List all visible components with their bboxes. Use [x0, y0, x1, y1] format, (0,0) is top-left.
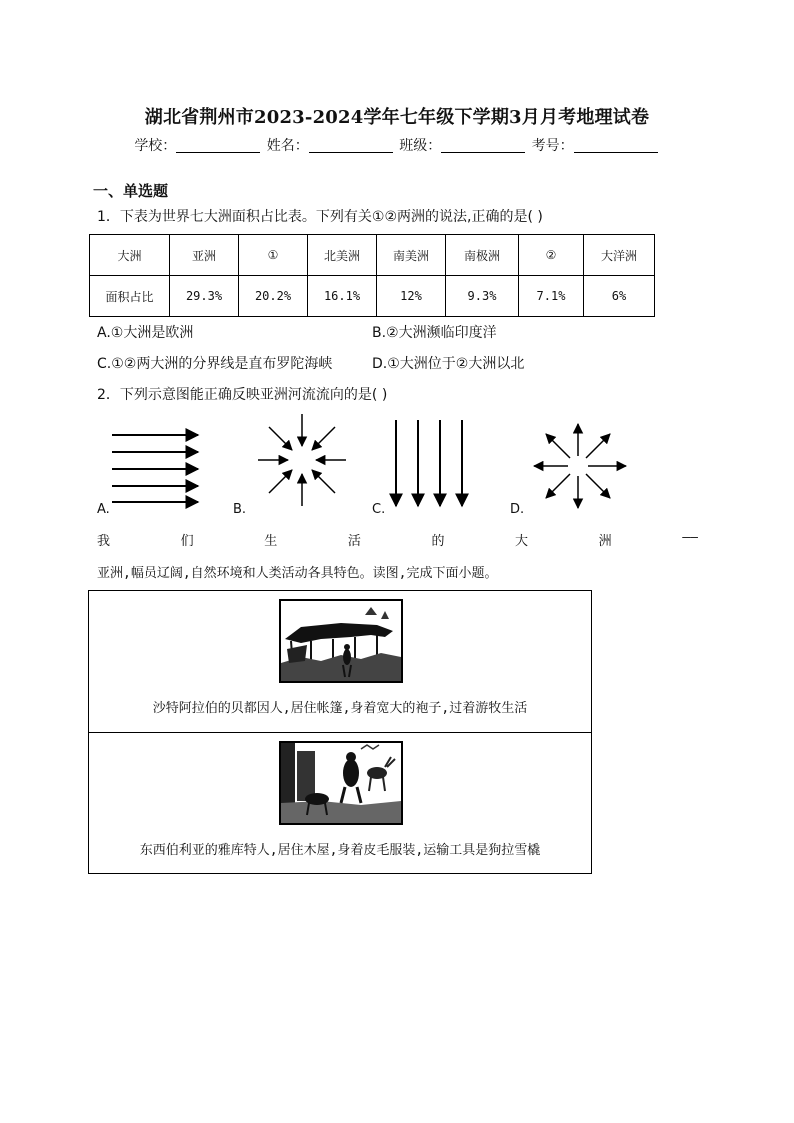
table-cell: 南极洲: [446, 235, 519, 276]
table-cell: 6%: [584, 276, 655, 317]
passage-char: 们: [180, 534, 194, 549]
table-cell: 16.1%: [308, 276, 377, 317]
river-direction-diagrams: [88, 410, 648, 520]
table-cell: 12%: [377, 276, 446, 317]
table-cell: 29.3%: [170, 276, 239, 317]
table-cell: 大洲: [90, 235, 170, 276]
table-cell: ①: [239, 235, 308, 276]
diagram-a-label: A.: [97, 502, 110, 517]
table-cell: 北美洲: [308, 235, 377, 276]
question-2-stem: 2．下列示意图能正确反映亚洲河流流向的是( ): [97, 387, 388, 403]
table-cell: 亚洲: [170, 235, 239, 276]
passage-char: 我: [97, 534, 111, 549]
table-cell: 面积占比: [90, 276, 170, 317]
option-c[interactable]: C.①②两大洲的分界线是直布罗陀海峡: [97, 356, 333, 372]
diagram-d-diverging-arrows[interactable]: [534, 424, 626, 508]
diagram-c-downward-arrows[interactable]: [396, 420, 462, 506]
number-label: 考号：: [531, 138, 574, 154]
name-blank[interactable]: [309, 138, 393, 153]
table-cell: 20.2%: [239, 276, 308, 317]
passage-char: ——: [682, 530, 698, 545]
passage-char: 生: [264, 534, 278, 549]
name-label: 姓名：: [266, 138, 309, 154]
bedouin-tent-photo: [279, 599, 403, 683]
table-cell: 7.1%: [519, 276, 584, 317]
diagram-d-label: D.: [510, 502, 525, 517]
class-label: 班级：: [399, 138, 442, 154]
passage-char: 大: [515, 534, 529, 549]
school-label: 学校：: [134, 138, 177, 154]
passage-char: 的: [431, 534, 445, 549]
passage-line-1: [97, 530, 698, 549]
option-d[interactable]: D.①大洲位于②大洲以北: [372, 356, 525, 372]
passage-char: 活: [347, 534, 361, 549]
table-header-row: [90, 235, 655, 276]
picture-table: [88, 590, 592, 874]
table-cell: 9.3%: [446, 276, 519, 317]
diagram-c-label: C.: [372, 502, 386, 517]
passage-line-2: 亚洲,幅员辽阔,自然环境和人类活动各具特色。读图,完成下面小题。: [97, 566, 498, 581]
exam-title: 湖北省荆州市2023-2024学年七年级下学期3月月考地理试卷: [144, 107, 650, 128]
option-b[interactable]: B.②大洲濒临印度洋: [372, 325, 497, 341]
caption-bedouin: 沙特阿拉伯的贝都因人,居住帐篷,身着宽大的袍子,过着游牧生活: [152, 701, 528, 716]
caption-yakut: 东西伯利亚的雅库特人,居住木屋,身着皮毛服装,运输工具是狗拉雪橇: [139, 843, 541, 858]
table-divider: [89, 732, 591, 733]
table-row: [90, 276, 655, 317]
school-blank[interactable]: [176, 138, 260, 153]
table-cell: 大洋洲: [584, 235, 655, 276]
class-blank[interactable]: [441, 138, 525, 153]
diagram-b-converging-arrows[interactable]: [258, 414, 346, 506]
diagram-a-parallel-arrows[interactable]: [112, 435, 198, 502]
section-title: 一、单选题: [93, 182, 169, 200]
yakut-sled-photo: [279, 741, 403, 825]
student-info-line: [0, 135, 794, 155]
question-1-stem: 1．下表为世界七大洲面积占比表。下列有关①②两洲的说法,正确的是( ): [97, 209, 543, 225]
table-cell: ②: [519, 235, 584, 276]
continent-area-table: [89, 234, 655, 317]
passage-char: 洲: [598, 534, 612, 549]
diagram-b-label: B.: [233, 502, 247, 517]
table-cell: 南美洲: [377, 235, 446, 276]
option-a[interactable]: A.①大洲是欧洲: [97, 325, 194, 341]
number-blank[interactable]: [574, 138, 658, 153]
